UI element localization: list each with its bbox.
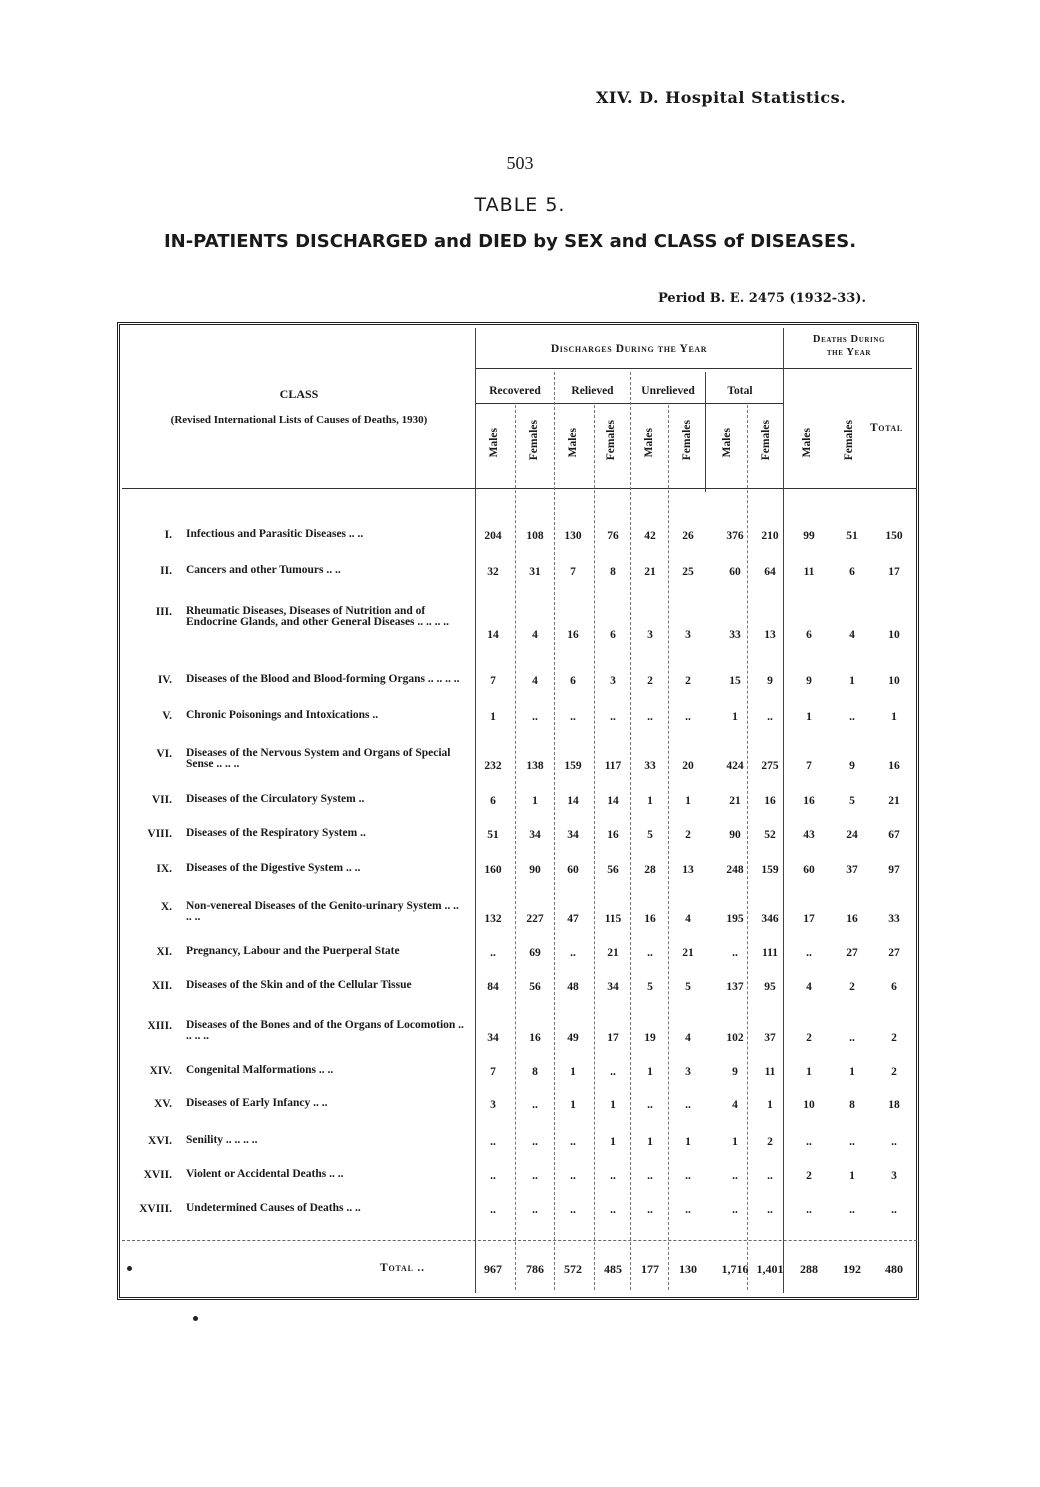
table-cell: 115	[604, 913, 622, 925]
table-cell: ..	[532, 1170, 538, 1182]
header-recovered-males: Males	[488, 428, 500, 458]
table-cell: 33	[729, 629, 741, 641]
table-cell: 43	[803, 829, 815, 841]
table-cell: 8	[610, 566, 616, 578]
table-cell: 2	[685, 829, 691, 841]
table-cell: 1	[570, 1066, 576, 1078]
table-cell: 150	[885, 530, 903, 542]
table-cell: 1	[490, 711, 496, 723]
header-unrelieved: Unrelieved	[641, 385, 695, 397]
table-cell: 16	[529, 1032, 541, 1044]
table-cell: 4	[532, 675, 538, 687]
table-cell: 27	[888, 947, 900, 959]
table-cell: 60	[567, 864, 579, 876]
table-cell: ..	[610, 711, 616, 723]
table-cell: 346	[761, 913, 779, 925]
table-cell: 1	[732, 1136, 738, 1148]
table-cell: 64	[764, 566, 776, 578]
table-cell: 2	[849, 981, 855, 993]
table-cell: 248	[726, 864, 744, 876]
total-cell: 192	[843, 1262, 861, 1276]
row-label: Cancers and other Tumours .. ..	[186, 564, 341, 576]
table-cell: 16	[803, 795, 815, 807]
table-cell: 2	[685, 675, 691, 687]
total-cell: 967	[484, 1262, 502, 1276]
table-cell: 1	[685, 795, 691, 807]
table-cell: ..	[767, 711, 773, 723]
class-divider	[475, 328, 476, 1293]
row-label: Senility .. .. .. ..	[186, 1134, 258, 1146]
table-cell: 9	[806, 675, 812, 687]
table-cell: 6	[490, 795, 496, 807]
table-cell: ..	[610, 1170, 616, 1182]
table-cell: ..	[806, 1204, 812, 1216]
table-cell: 376	[726, 530, 744, 542]
table-cell: 20	[682, 760, 694, 772]
row-numeral: III.	[155, 606, 172, 618]
table-cell: 1	[767, 1099, 773, 1111]
table-cell: 3	[685, 1066, 691, 1078]
table-cell: 232	[484, 760, 502, 772]
table-cell: ..	[570, 1204, 576, 1216]
table-cell: ..	[532, 1204, 538, 1216]
table-cell: 1	[891, 711, 897, 723]
table-cell: 17	[607, 1032, 619, 1044]
table-cell: ..	[647, 1099, 653, 1111]
header-discharges: Discharges During the Year	[550, 343, 708, 355]
row-label: Undetermined Causes of Deaths .. ..	[186, 1202, 361, 1214]
header-relieved: Relieved	[571, 385, 614, 397]
table-cell: 1	[570, 1099, 576, 1111]
table-cell: 21	[729, 795, 741, 807]
total-rule	[122, 1240, 917, 1241]
table-cell: 34	[529, 829, 541, 841]
table-cell: 4	[806, 981, 812, 993]
table-cell: ..	[732, 947, 738, 959]
header-unrelieved-females: Females	[681, 420, 693, 461]
row-numeral: VIII.	[147, 828, 172, 840]
table-cell: 25	[682, 566, 694, 578]
row-label: Diseases of the Nervous System and Organs of Special Sense .. .. ..	[186, 747, 451, 770]
table-cell: 1	[647, 1136, 653, 1148]
table-cell: 27	[846, 947, 858, 959]
table-cell: 4	[849, 629, 855, 641]
header-total: Total	[727, 385, 753, 397]
table-cell: 7	[570, 566, 576, 578]
row-label: Diseases of the Digestive System .. ..	[186, 862, 361, 874]
table-cell: 5	[849, 795, 855, 807]
page-number: 503	[506, 153, 534, 173]
table-cell: 210	[761, 530, 779, 542]
table-cell: 21	[607, 947, 619, 959]
row-numeral: XIV.	[149, 1065, 172, 1077]
table-cell: 99	[803, 530, 815, 542]
margin-mark	[193, 1316, 198, 1321]
header-class-sublabel: (Revised International Lists of Causes of Deaths, 1930)	[170, 414, 428, 426]
table-cell: 42	[644, 530, 656, 542]
header-total-males: Males	[721, 428, 733, 458]
table-cell: 11	[764, 1066, 776, 1078]
table-cell: 4	[685, 1032, 691, 1044]
header-deaths-total: Total	[870, 422, 903, 434]
table-cell: ..	[532, 1099, 538, 1111]
table-cell: 1	[849, 1066, 855, 1078]
table-cell: ..	[570, 1170, 576, 1182]
header-recovered: Recovered	[489, 385, 541, 397]
table-cell: 47	[567, 913, 579, 925]
table-cell: 11	[803, 566, 815, 578]
table-cell: 2	[647, 675, 653, 687]
table-cell: 2	[891, 1032, 897, 1044]
row-numeral: IX.	[156, 863, 172, 875]
row-numeral: XVII.	[143, 1169, 172, 1181]
table-cell: 1	[806, 1066, 812, 1078]
row-label: Diseases of the Bones and of the Organs of Locomotion .. .. .. ..	[186, 1019, 464, 1042]
header-recovered-females: Females	[528, 420, 540, 461]
table-cell: 34	[487, 1032, 499, 1044]
table-cell: 1	[647, 1066, 653, 1078]
table-cell: 108	[526, 530, 544, 542]
row-numeral: VII.	[151, 794, 172, 806]
total-cell: 130	[679, 1262, 697, 1276]
table-cell: 1	[732, 711, 738, 723]
table-cell: 1	[647, 795, 653, 807]
table-cell: 14	[487, 629, 499, 641]
table-cell: 6	[891, 981, 897, 993]
table-cell: 1	[610, 1136, 616, 1148]
header-rule-sub	[475, 403, 783, 404]
table-cell: 21	[644, 566, 656, 578]
table-cell: ..	[647, 711, 653, 723]
table-cell: 111	[762, 947, 778, 959]
table-cell: 16	[644, 913, 656, 925]
running-head: XIV. D. Hospital Statistics.	[596, 88, 847, 107]
table-cell: 1	[532, 795, 538, 807]
table-subtitle: IN-PATIENTS DISCHARGED and DIED by SEX and CLASS of DISEASES.	[163, 231, 857, 252]
table-cell: 90	[729, 829, 741, 841]
table-cell: 26	[682, 530, 694, 542]
table-cell: 18	[888, 1099, 900, 1111]
table-cell: ..	[490, 1170, 496, 1182]
table-cell: 67	[888, 829, 900, 841]
header-relieved-males: Males	[567, 428, 579, 458]
table-cell: 56	[607, 864, 619, 876]
table-cell: ..	[610, 1204, 616, 1216]
table-cell: 1	[685, 1136, 691, 1148]
table-cell: ..	[767, 1170, 773, 1182]
header-unrelieved-males: Males	[643, 428, 655, 458]
table-cell: 51	[846, 530, 858, 542]
table-cell: ..	[849, 1032, 855, 1044]
table-cell: 6	[806, 629, 812, 641]
table-cell: 5	[647, 981, 653, 993]
table-cell: 10	[888, 675, 900, 687]
table-cell: ..	[685, 1204, 691, 1216]
total-cell: 480	[885, 1262, 903, 1276]
table-cell: ..	[732, 1170, 738, 1182]
table-cell: ..	[891, 1136, 897, 1148]
deaths-divider	[783, 328, 784, 1293]
table-cell: ..	[647, 1204, 653, 1216]
header-class: CLASS	[279, 387, 319, 401]
table-cell: 17	[803, 913, 815, 925]
table-cell: ..	[767, 1204, 773, 1216]
table-cell: ..	[570, 947, 576, 959]
row-label: Diseases of the Skin and of the Cellular Tissue	[186, 979, 412, 991]
total-cell: 1,716	[721, 1262, 749, 1276]
table-cell: ..	[685, 1099, 691, 1111]
table-cell: 95	[764, 981, 776, 993]
row-label: Chronic Poisonings and Intoxications ..	[186, 709, 379, 721]
table-cell: ..	[806, 1136, 812, 1148]
table-cell: ..	[490, 1204, 496, 1216]
table-cell: 69	[529, 947, 541, 959]
table-cell: 16	[888, 760, 900, 772]
table-cell: ..	[532, 711, 538, 723]
table-cell: 51	[487, 829, 499, 841]
table-cell: 32	[487, 566, 499, 578]
table-cell: 48	[567, 981, 579, 993]
row-label: Non-venereal Diseases of the Genito-urinary System .. .. .. ..	[186, 900, 459, 923]
row-numeral: XVIII.	[139, 1203, 172, 1215]
table-cell: 15	[729, 675, 741, 687]
table-cell: 37	[846, 864, 858, 876]
table-cell: 159	[564, 760, 582, 772]
table-cell: 159	[761, 864, 779, 876]
table-cell: 16	[567, 629, 579, 641]
header-rule-bottom	[122, 488, 917, 489]
table-cell: 7	[490, 1066, 496, 1078]
table-cell: 19	[644, 1032, 656, 1044]
table-cell: 14	[607, 795, 619, 807]
table-cell: ..	[849, 711, 855, 723]
table-cell: ..	[490, 1136, 496, 1148]
table-cell: 3	[610, 675, 616, 687]
table-cell: 132	[484, 913, 502, 925]
table-cell: 138	[526, 760, 544, 772]
table-cell: ..	[806, 947, 812, 959]
table-cell: 28	[644, 864, 656, 876]
table-cell: 102	[726, 1032, 744, 1044]
table-cell: 117	[604, 760, 622, 772]
table-cell: 8	[532, 1066, 538, 1078]
table-frame	[117, 322, 919, 1300]
row-label: Rheumatic Diseases, Diseases of Nutrition and of Endocrine Glands, and other General Diseases .. .. .. ..	[186, 605, 450, 628]
total-cell: 1,401	[756, 1262, 784, 1276]
table-cell: ..	[647, 1170, 653, 1182]
table-cell: 31	[529, 566, 541, 578]
total-row-label: Total ..	[380, 1262, 425, 1274]
table-cell: 33	[644, 760, 656, 772]
row-label: Diseases of the Respiratory System ..	[186, 827, 366, 839]
table-cell: ..	[685, 1170, 691, 1182]
table-cell: 9	[732, 1066, 738, 1078]
table-cell: ..	[570, 1136, 576, 1148]
table-cell: ..	[849, 1136, 855, 1148]
table-cell: 1	[849, 675, 855, 687]
table-cell: 52	[764, 829, 776, 841]
table-cell: 8	[849, 1099, 855, 1111]
table-cell: 1	[806, 711, 812, 723]
table-cell: 3	[647, 629, 653, 641]
row-numeral: VI.	[156, 748, 172, 760]
header-deaths-males: Males	[801, 428, 813, 458]
row-numeral: XV.	[153, 1098, 172, 1110]
header-deaths-females: Females	[843, 420, 855, 461]
header-deaths-line2: the Year	[826, 347, 872, 358]
table-cell: 6	[570, 675, 576, 687]
table-cell: 4	[685, 913, 691, 925]
row-label: Pregnancy, Labour and the Puerperal State	[186, 945, 400, 957]
table-cell: 137	[726, 981, 744, 993]
table-cell: 90	[529, 864, 541, 876]
table-cell: 21	[682, 947, 694, 959]
table-cell: 2	[767, 1136, 773, 1148]
table-cell: ..	[732, 1204, 738, 1216]
table-cell: 4	[732, 1099, 738, 1111]
row-numeral: IV.	[157, 674, 172, 686]
table-cell: 37	[764, 1032, 776, 1044]
margin-mark	[127, 1266, 132, 1271]
table-cell: 3	[891, 1170, 897, 1182]
table-cell: 13	[682, 864, 694, 876]
table-cell: 5	[685, 981, 691, 993]
table-cell: 16	[607, 829, 619, 841]
table-cell: 7	[490, 675, 496, 687]
table-cell: ..	[490, 947, 496, 959]
table-cell: 24	[846, 829, 858, 841]
table-cell: 204	[484, 530, 502, 542]
table-title: TABLE 5.	[474, 194, 566, 216]
table-cell: 60	[729, 566, 741, 578]
row-label: Diseases of the Blood and Blood-forming Organs .. .. .. ..	[186, 673, 460, 685]
table-cell: 97	[888, 864, 900, 876]
row-numeral: V.	[162, 710, 172, 722]
row-numeral: XII.	[151, 980, 172, 992]
row-label: Diseases of the Circulatory System ..	[186, 793, 365, 805]
table-cell: 3	[685, 629, 691, 641]
table-cell: ..	[647, 947, 653, 959]
table-cell: ..	[891, 1204, 897, 1216]
table-cell: ..	[610, 1066, 616, 1078]
table-cell: 49	[567, 1032, 579, 1044]
table-cell: 195	[726, 913, 744, 925]
table-cell: 1	[610, 1099, 616, 1111]
total-cell: 572	[564, 1262, 582, 1276]
period-label: Period B. E. 2475 (1932-33).	[658, 291, 866, 306]
table-cell: 2	[806, 1170, 812, 1182]
table-cell: ..	[849, 1204, 855, 1216]
total-cell: 786	[526, 1262, 544, 1276]
table-cell: 3	[490, 1099, 496, 1111]
row-label: Diseases of Early Infancy .. ..	[186, 1097, 328, 1109]
table-cell: 7	[806, 760, 812, 772]
total-cell: 177	[641, 1262, 659, 1276]
table-cell: 84	[487, 981, 499, 993]
table-cell: 34	[567, 829, 579, 841]
table-cell: 1	[849, 1170, 855, 1182]
table-cell: 275	[761, 760, 779, 772]
table-cell: ..	[685, 711, 691, 723]
table-cell: 130	[564, 530, 582, 542]
row-numeral: X.	[160, 901, 172, 913]
table-cell: 34	[607, 981, 619, 993]
row-numeral: XI.	[156, 946, 172, 958]
row-label: Violent or Accidental Deaths .. ..	[186, 1168, 344, 1180]
table-cell: ..	[570, 711, 576, 723]
table-cell: 56	[529, 981, 541, 993]
row-numeral: XVI.	[148, 1135, 172, 1147]
table-cell: 9	[767, 675, 773, 687]
table-cell: 10	[803, 1099, 815, 1111]
table-cell: 2	[806, 1032, 812, 1044]
table-cell: 76	[607, 530, 619, 542]
table-cell: 10	[888, 629, 900, 641]
table-cell: 227	[526, 913, 544, 925]
table-cell: 5	[647, 829, 653, 841]
table-cell: 9	[849, 760, 855, 772]
table-cell: 160	[484, 864, 502, 876]
table-cell: 13	[764, 629, 776, 641]
table-cell: 14	[567, 795, 579, 807]
header-relieved-females: Females	[605, 420, 617, 461]
table-cell: 33	[888, 913, 900, 925]
header-deaths-line1: Deaths During	[812, 334, 886, 345]
table-cell: ..	[532, 1136, 538, 1148]
table-cell: 60	[803, 864, 815, 876]
header-rule-top	[475, 368, 912, 369]
table-cell: 424	[726, 760, 744, 772]
table-cell: 16	[846, 913, 858, 925]
row-numeral: XIII.	[147, 1020, 172, 1032]
row-numeral: II.	[160, 565, 172, 577]
table-cell: 17	[888, 566, 900, 578]
table-cell: 6	[610, 629, 616, 641]
header-total-females: Females	[760, 420, 772, 461]
table-cell: 4	[532, 629, 538, 641]
row-label: Congenital Malformations .. ..	[186, 1064, 334, 1076]
table-cell: 21	[888, 795, 900, 807]
total-cell: 485	[604, 1262, 622, 1276]
row-label: Infectious and Parasitic Diseases .. ..	[186, 528, 364, 540]
row-numeral: I.	[164, 529, 172, 541]
total-cell: 288	[800, 1262, 818, 1276]
table-cell: 6	[849, 566, 855, 578]
table-cell: 2	[891, 1066, 897, 1078]
table-cell: 16	[764, 795, 776, 807]
